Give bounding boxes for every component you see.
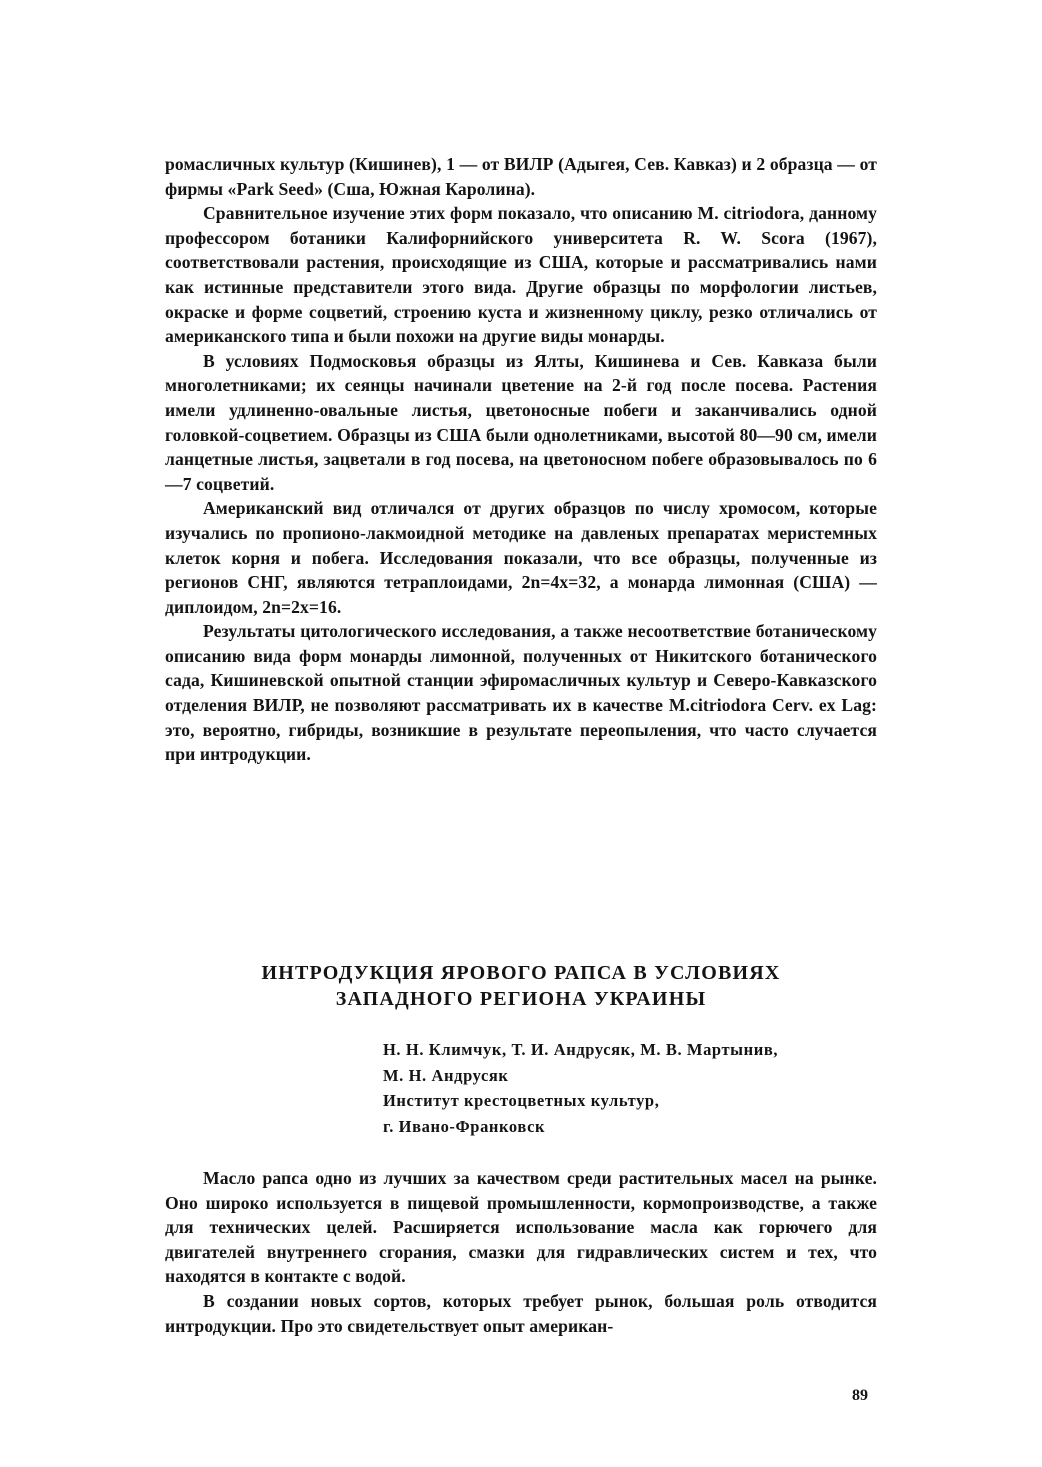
article1-body: [165, 152, 877, 767]
institute: Институт крестоцветных культур,: [383, 1091, 660, 1110]
page-number: 89: [852, 1387, 868, 1404]
author-block: [383, 1037, 903, 1139]
city: г. Ивано-Франковск: [383, 1116, 546, 1136]
paragraph: Американский вид отличался от других образцов по числу хромосом, которые изучались по пропионо-лакмоидной методике на давленых препаратах меристемных клеток корня и побега. Исследования показали, что все образцы, полученные из регионов СНГ, являются тетраплоидами, 2n=4x=32, а монарда лимонная (США) — диплоидом, 2n=2x=16.: [165, 498, 877, 617]
article2-title: [165, 960, 877, 1012]
paragraph: В создании новых сортов, которых требует рынок, большая роль отводится интродукции. Про это свидетельствует опыт американ-: [165, 1290, 877, 1336]
title-line: ИНТРОДУКЦИЯ ЯРОВОГО РАПСА В УСЛОВИЯХ: [261, 962, 781, 984]
title-line: ЗАПАДНОГО РЕГИОНА УКРАИНЫ: [335, 988, 707, 1010]
paragraph: ромасличных культур (Кишинев), 1 — от ВИЛР (Адыгея, Сев. Кавказ) и 2 образца — от фирмы «Park Seed» (Сша, Южная Каролина).: [165, 154, 877, 199]
paragraph: Масло рапса одно из лучших за качеством среди растительных масел на рынке. Оно широко используется в пищевой промышленности, кормопроизводстве, а также для технических целей. Расширяется использование масла как горючего для двигателей внутреннего сгорания, смазки для гидравлических систем и тех, что находятся в контакте с водой.: [165, 1168, 877, 1287]
article2-body: [165, 1166, 877, 1338]
paragraph: Результаты цитологического исследования, а также несоответствие ботаническому описанию вида форм монарды лимонной, полученных от Никитского ботанического сада, Кишиневской опытной станции эфиромасличных культур и Северо-Кавказского отделения ВИЛР, не позволяют рассматривать их в качестве M.citriodora Cerv. ex Lag: это, вероятно, гибриды, возникшие в результате переопыления, что часто случается при интродукции.: [165, 621, 877, 765]
paragraph: Сравнительное изучение этих форм показало, что описанию M. citriodora, данному профессором ботаники Калифорнийского университета R. W. Scora (1967), соответствовали растения, происходящие из США, которые и рассматривались нами как истинные представители этого вида. Другие образцы по морфологии листьев, окраске и форме соцветий, строению куста и жизненному циклу, резко отличались от американского типа и были похожи на другие виды монарды.: [165, 203, 877, 347]
authors-line: М. Н. Андрусяк: [383, 1065, 509, 1085]
authors-line: Н. Н. Климчук, Т. И. Андрусяк, М. В. Мартынив,: [383, 1040, 779, 1059]
paragraph: В условиях Подмосковья образцы из Ялты, Кишинева и Сев. Кавказа были многолетниками; их сеянцы начинали цветение на 2-й год после посева. Растения имели удлиненно-овальные листья, цветоносные побеги и заканчивались одной головкой-соцветием. Образцы из США были однолетниками, высотой 80—90 см, имели ланцетные листья, зацветали в год посева, на цветоносном побеге образовывалось по 6—7 соцветий.: [165, 350, 877, 494]
